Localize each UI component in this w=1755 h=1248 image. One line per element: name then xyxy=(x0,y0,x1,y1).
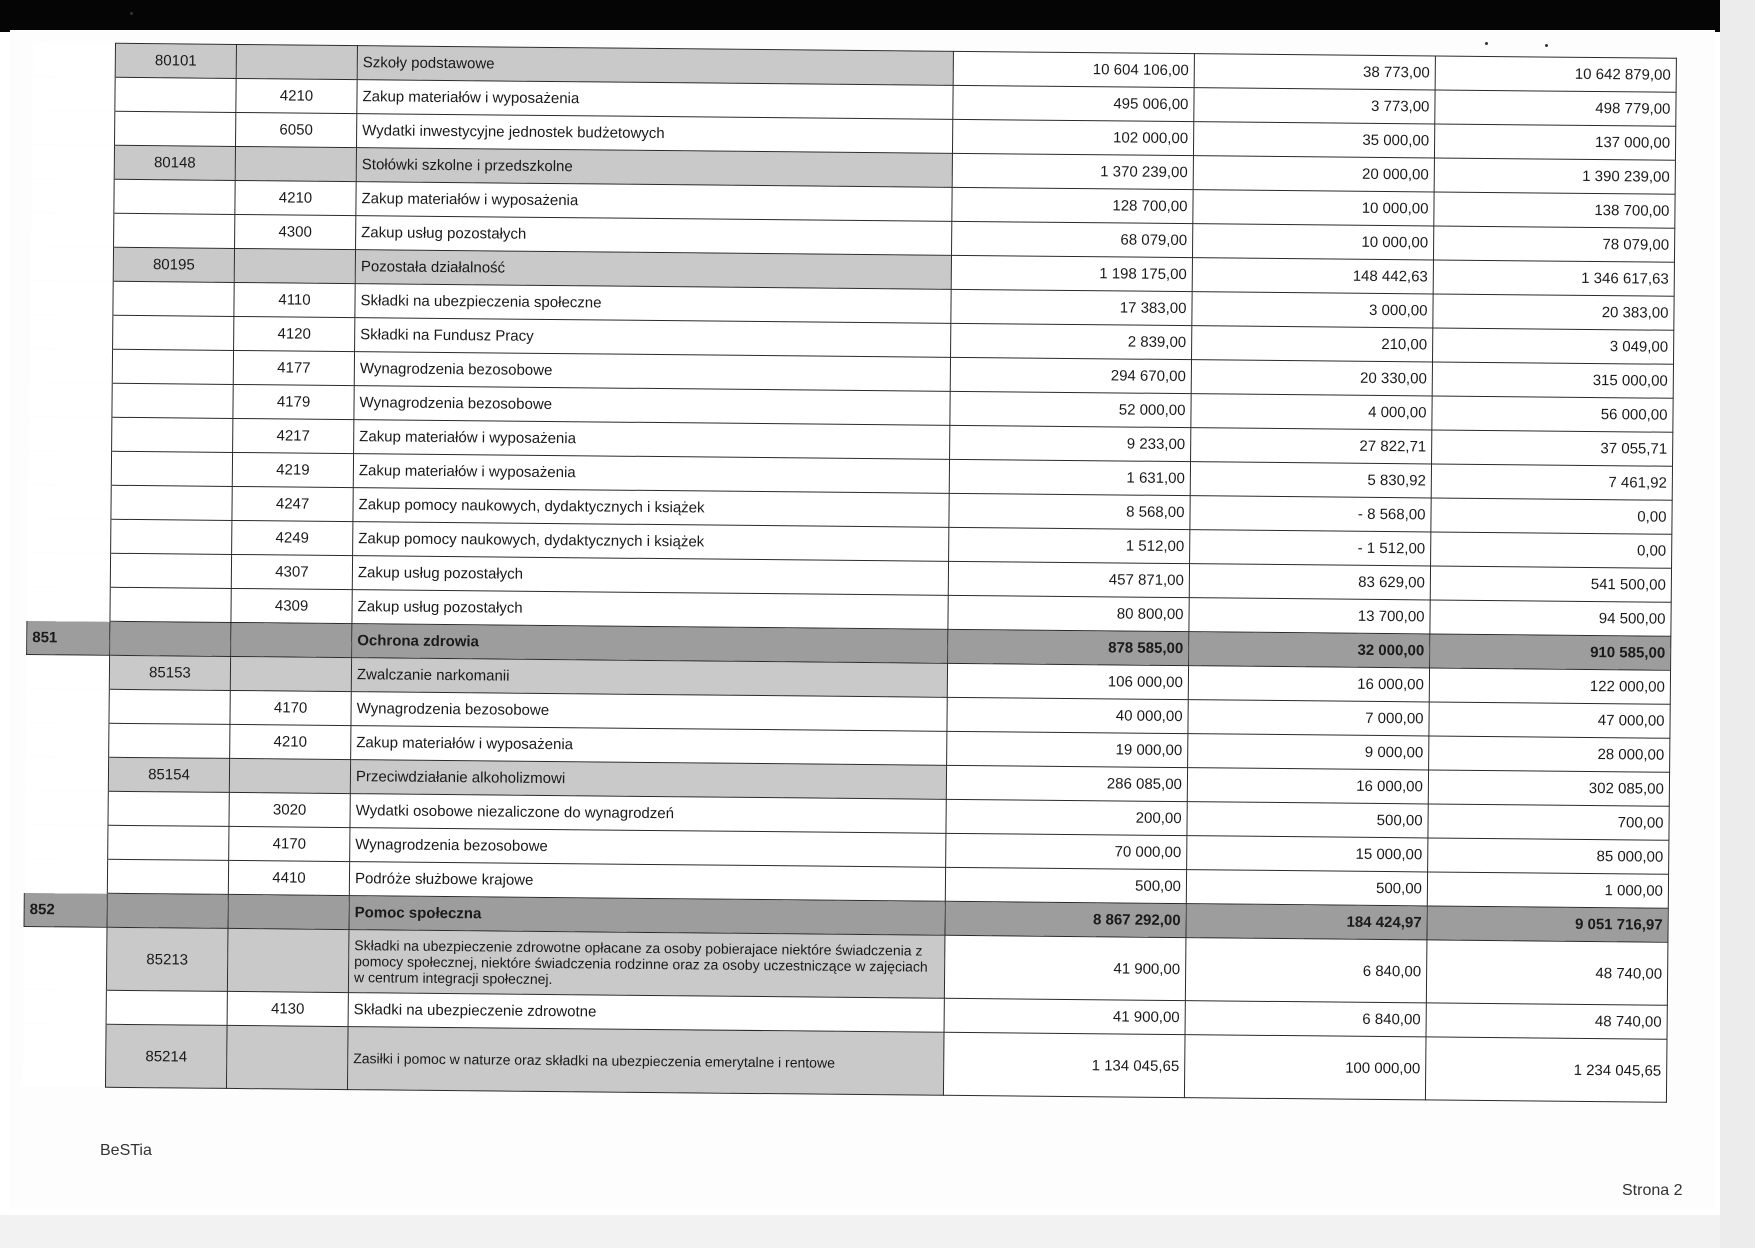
page-number: Strona 2 xyxy=(1622,1182,1683,1199)
change-amount-cell: 3 000,00 xyxy=(1192,292,1433,328)
plan-amount-cell: 106 000,00 xyxy=(947,663,1188,699)
change-amount-cell: 32 000,00 xyxy=(1189,632,1430,668)
description-cell: Zakup materiałów i wyposażenia xyxy=(354,420,950,460)
after-change-amount-cell: 48 740,00 xyxy=(1426,1003,1667,1039)
after-change-amount-cell: 138 700,00 xyxy=(1434,192,1675,228)
change-amount-cell: 38 773,00 xyxy=(1194,54,1435,90)
description-cell: Stołówki szkolne i przedszkolne xyxy=(356,148,952,188)
rozdzial-cell xyxy=(115,77,236,112)
after-change-amount-cell: 56 000,00 xyxy=(1432,396,1673,432)
rozdzial-cell xyxy=(112,417,233,452)
description-cell: Wydatki osobowe niezaliczone do wynagrodzeń xyxy=(350,794,946,834)
plan-amount-cell: 102 000,00 xyxy=(952,119,1193,155)
rozdzial-cell xyxy=(114,179,235,214)
paragraf-cell xyxy=(231,622,352,657)
rozdzial-cell xyxy=(113,315,234,350)
after-change-amount-cell: 498 779,00 xyxy=(1435,90,1676,126)
paragraf-cell: 4170 xyxy=(229,826,350,861)
description-cell: Zakup materiałów i wyposażenia xyxy=(356,182,952,222)
plan-amount-cell: 200,00 xyxy=(946,799,1187,835)
plan-amount-cell: 2 839,00 xyxy=(951,323,1192,359)
paragraf-cell: 4179 xyxy=(233,384,354,419)
after-change-amount-cell: 1 346 617,63 xyxy=(1433,260,1674,296)
change-amount-cell: 7 000,00 xyxy=(1188,700,1429,736)
change-amount-cell: 35 000,00 xyxy=(1193,122,1434,158)
change-amount-cell: 3 773,00 xyxy=(1194,88,1435,124)
after-change-amount-cell: 302 085,00 xyxy=(1428,770,1669,806)
plan-amount-cell: 52 000,00 xyxy=(950,391,1191,427)
description-cell: Wynagrodzenia bezosobowe xyxy=(354,386,950,426)
change-amount-cell: - 8 568,00 xyxy=(1190,496,1431,532)
description-cell: Zasiłki i pomoc w naturze oraz składki na ubezpieczenia emerytalne i rentowe xyxy=(347,1027,944,1096)
plan-amount-cell: 8 867 292,00 xyxy=(945,901,1186,937)
dzial-cell xyxy=(28,518,111,553)
description-cell: Zakup pomocy naukowych, dydaktycznych i książek xyxy=(353,488,949,528)
dzial-cell xyxy=(32,43,115,78)
dzial-cell xyxy=(31,212,114,247)
dzial-cell xyxy=(22,1023,106,1087)
plan-amount-cell: 1 134 045,65 xyxy=(943,1032,1185,1097)
rozdzial-cell xyxy=(111,519,232,554)
after-change-amount-cell: 10 642 879,00 xyxy=(1435,56,1676,92)
dzial-cell xyxy=(26,688,109,723)
dzial-cell xyxy=(27,586,110,621)
paragraf-cell: 4249 xyxy=(232,520,353,555)
rozdzial-cell xyxy=(112,383,233,418)
description-cell: Zakup usług pozostałych xyxy=(356,216,952,256)
description-cell: Składki na ubezpieczenie zdrowotne xyxy=(348,993,944,1033)
plan-amount-cell: 19 000,00 xyxy=(947,731,1188,767)
paragraf-cell: 4309 xyxy=(231,588,352,623)
scan-top-border xyxy=(0,0,1720,32)
description-cell: Pozostała działalność xyxy=(355,250,951,290)
after-change-amount-cell: 47 000,00 xyxy=(1429,702,1670,738)
scan-bottom-margin xyxy=(0,1215,1720,1248)
change-amount-cell: 210,00 xyxy=(1192,326,1433,362)
dzial-cell xyxy=(31,145,114,180)
dzial-cell: 852 xyxy=(24,892,107,927)
dzial-cell xyxy=(28,450,111,485)
change-amount-cell: - 1 512,00 xyxy=(1190,530,1431,566)
rozdzial-cell: 85213 xyxy=(106,927,228,991)
dzial-cell xyxy=(23,926,107,990)
plan-amount-cell: 1 631,00 xyxy=(949,459,1190,495)
description-cell: Składki na ubezpieczenie zdrowotne opłacane za osoby pobierajace niektóre świadczenia z pomocy społecznej, niektóre świadczenia rodzinne oraz za osoby uczestniczące w zajęciach w centrum integracji społecznej. xyxy=(348,930,945,999)
paragraf-cell: 4170 xyxy=(230,690,351,725)
after-change-amount-cell: 9 051 716,97 xyxy=(1427,906,1668,942)
change-amount-cell: 4 000,00 xyxy=(1191,394,1432,430)
paragraf-cell xyxy=(236,44,357,79)
paragraf-cell xyxy=(227,928,349,992)
paragraf-cell: 4130 xyxy=(227,991,348,1026)
rozdzial-cell: 80195 xyxy=(113,247,234,282)
change-amount-cell: 16 000,00 xyxy=(1187,768,1428,804)
plan-amount-cell: 9 233,00 xyxy=(950,425,1191,461)
plan-amount-cell: 68 079,00 xyxy=(951,221,1192,257)
rozdzial-cell: 80101 xyxy=(115,43,236,78)
dzial-cell xyxy=(30,246,113,281)
paragraf-cell: 4247 xyxy=(232,486,353,521)
dzial-cell xyxy=(27,552,110,587)
paragraf-cell: 4210 xyxy=(236,78,357,113)
description-cell: Szkoły podstawowe xyxy=(357,46,953,86)
description-cell: Zakup pomocy naukowych, dydaktycznych i książek xyxy=(353,522,949,562)
dzial-cell xyxy=(26,722,109,757)
plan-amount-cell: 286 085,00 xyxy=(946,765,1187,801)
paragraf-cell: 4210 xyxy=(235,180,356,215)
paragraf-cell xyxy=(230,656,351,691)
description-cell: Wynagrodzenia bezosobowe xyxy=(351,692,947,732)
paragraf-cell: 4177 xyxy=(233,350,354,385)
after-change-amount-cell: 20 383,00 xyxy=(1433,294,1674,330)
after-change-amount-cell: 910 585,00 xyxy=(1430,634,1671,670)
change-amount-cell: 15 000,00 xyxy=(1187,836,1428,872)
change-amount-cell: 6 840,00 xyxy=(1185,1001,1426,1037)
description-cell: Zakup usług pozostałych xyxy=(352,590,948,630)
change-amount-cell: 6 840,00 xyxy=(1185,938,1427,1003)
dzial-cell xyxy=(29,348,112,383)
after-change-amount-cell: 3 049,00 xyxy=(1432,328,1673,364)
paragraf-cell xyxy=(228,894,349,929)
description-cell: Wynagrodzenia bezosobowe xyxy=(350,828,946,868)
plan-amount-cell: 878 585,00 xyxy=(948,629,1189,665)
after-change-amount-cell: 48 740,00 xyxy=(1426,940,1668,1005)
rozdzial-cell xyxy=(107,893,228,928)
dzial-cell xyxy=(30,314,113,349)
after-change-amount-cell: 137 000,00 xyxy=(1434,124,1675,160)
dzial-cell: 851 xyxy=(27,620,110,655)
rozdzial-cell xyxy=(111,485,232,520)
rotated-sheet xyxy=(21,42,1737,1178)
rozdzial-cell xyxy=(109,689,230,724)
after-change-amount-cell: 1 390 239,00 xyxy=(1434,158,1675,194)
rozdzial-cell: 85153 xyxy=(109,655,230,690)
plan-amount-cell: 1 198 175,00 xyxy=(951,255,1192,291)
plan-amount-cell: 294 670,00 xyxy=(950,357,1191,393)
plan-amount-cell: 41 900,00 xyxy=(944,998,1185,1034)
after-change-amount-cell: 122 000,00 xyxy=(1429,668,1670,704)
paragraf-cell: 4300 xyxy=(235,214,356,249)
rozdzial-cell: 85214 xyxy=(105,1024,227,1088)
speck xyxy=(1485,42,1488,45)
plan-amount-cell: 1 512,00 xyxy=(949,527,1190,563)
rozdzial-cell xyxy=(110,587,231,622)
dzial-cell xyxy=(24,858,107,893)
rozdzial-cell xyxy=(113,281,234,316)
paragraf-cell: 4307 xyxy=(231,554,352,589)
dzial-cell xyxy=(29,382,112,417)
plan-amount-cell: 40 000,00 xyxy=(947,697,1188,733)
paragraf-cell: 4410 xyxy=(228,860,349,895)
paragraf-cell: 4120 xyxy=(234,316,355,351)
rozdzial-cell xyxy=(107,859,228,894)
paragraf-cell: 4219 xyxy=(232,452,353,487)
paragraf-cell xyxy=(235,146,356,181)
after-change-amount-cell: 700,00 xyxy=(1428,804,1669,840)
dzial-cell xyxy=(25,790,108,825)
description-cell: Ochrona zdrowia xyxy=(352,624,948,664)
dzial-cell xyxy=(29,416,112,451)
dzial-cell xyxy=(30,280,113,315)
description-cell: Zwalczanie narkomanii xyxy=(351,658,947,698)
change-amount-cell: 16 000,00 xyxy=(1188,666,1429,702)
change-amount-cell: 500,00 xyxy=(1186,870,1427,906)
after-change-amount-cell: 7 461,92 xyxy=(1431,464,1672,500)
rozdzial-cell xyxy=(108,825,229,860)
plan-amount-cell: 1 370 239,00 xyxy=(952,153,1193,189)
rozdzial-cell xyxy=(106,990,227,1025)
paragraf-cell xyxy=(234,248,355,283)
plan-amount-cell: 8 568,00 xyxy=(949,493,1190,529)
dzial-cell xyxy=(26,654,109,689)
change-amount-cell: 184 424,97 xyxy=(1186,904,1427,940)
change-amount-cell: 27 822,71 xyxy=(1191,428,1432,464)
plan-amount-cell: 500,00 xyxy=(945,867,1186,903)
rozdzial-cell xyxy=(114,213,235,248)
after-change-amount-cell: 0,00 xyxy=(1431,498,1672,534)
dzial-cell xyxy=(32,111,115,146)
change-amount-cell: 13 700,00 xyxy=(1189,598,1430,634)
plan-amount-cell: 457 871,00 xyxy=(948,561,1189,597)
plan-amount-cell: 70 000,00 xyxy=(946,833,1187,869)
dzial-cell xyxy=(31,178,114,213)
plan-amount-cell: 128 700,00 xyxy=(952,187,1193,223)
description-cell: Zakup materiałów i wyposażenia xyxy=(357,80,953,120)
change-amount-cell: 148 442,63 xyxy=(1192,258,1433,294)
speck xyxy=(1545,44,1548,47)
rozdzial-cell xyxy=(108,791,229,826)
after-change-amount-cell: 94 500,00 xyxy=(1430,600,1671,636)
rozdzial-cell xyxy=(110,621,231,656)
description-cell: Przeciwdziałanie alkoholizmowi xyxy=(350,760,946,800)
change-amount-cell: 83 629,00 xyxy=(1189,564,1430,600)
change-amount-cell: 20 330,00 xyxy=(1191,360,1432,396)
budget-table-body xyxy=(22,43,1676,1103)
dzial-cell xyxy=(23,989,106,1024)
change-amount-cell: 10 000,00 xyxy=(1192,224,1433,260)
speck xyxy=(130,12,133,15)
rozdzial-cell xyxy=(112,349,233,384)
change-amount-cell: 10 000,00 xyxy=(1193,190,1434,226)
after-change-amount-cell: 28 000,00 xyxy=(1429,736,1670,772)
description-cell: Wydatki inwestycyjne jednostek budżetowych xyxy=(357,114,953,154)
software-label: BeSTia xyxy=(100,1142,152,1159)
change-amount-cell: 500,00 xyxy=(1187,802,1428,838)
description-cell: Podróże służbowe krajowe xyxy=(349,862,945,902)
paragraf-cell xyxy=(229,758,350,793)
document-page xyxy=(10,30,1715,1210)
after-change-amount-cell: 37 055,71 xyxy=(1432,430,1673,466)
plan-amount-cell: 17 383,00 xyxy=(951,289,1192,325)
plan-amount-cell: 10 604 106,00 xyxy=(953,51,1194,87)
rozdzial-cell xyxy=(110,553,231,588)
description-cell: Zakup usług pozostałych xyxy=(352,556,948,596)
dzial-cell xyxy=(25,756,108,791)
after-change-amount-cell: 315 000,00 xyxy=(1432,362,1673,398)
after-change-amount-cell: 1 234 045,65 xyxy=(1425,1037,1667,1102)
change-amount-cell: 9 000,00 xyxy=(1188,734,1429,770)
rozdzial-cell: 80148 xyxy=(114,145,235,180)
paragraf-cell: 4217 xyxy=(233,418,354,453)
rozdzial-cell xyxy=(111,451,232,486)
after-change-amount-cell: 1 000,00 xyxy=(1427,872,1668,908)
dzial-cell xyxy=(25,824,108,859)
dzial-cell xyxy=(32,77,115,112)
paragraf-cell: 4110 xyxy=(234,282,355,317)
after-change-amount-cell: 541 500,00 xyxy=(1430,566,1671,602)
rozdzial-cell: 85154 xyxy=(108,757,229,792)
after-change-amount-cell: 85 000,00 xyxy=(1428,838,1669,874)
plan-amount-cell: 41 900,00 xyxy=(944,935,1186,1000)
change-amount-cell: 100 000,00 xyxy=(1184,1035,1426,1100)
paragraf-cell: 3020 xyxy=(229,792,350,827)
paragraf-cell: 4210 xyxy=(230,724,351,759)
after-change-amount-cell: 0,00 xyxy=(1431,532,1672,568)
paragraf-cell xyxy=(226,1025,348,1089)
change-amount-cell: 20 000,00 xyxy=(1193,156,1434,192)
rozdzial-cell xyxy=(115,111,236,146)
dzial-cell xyxy=(28,484,111,519)
rozdzial-cell xyxy=(109,723,230,758)
description-cell: Składki na ubezpieczenia społeczne xyxy=(355,284,951,324)
description-cell: Zakup materiałów i wyposażenia xyxy=(351,726,947,766)
description-cell: Składki na Fundusz Pracy xyxy=(355,318,951,358)
plan-amount-cell: 80 800,00 xyxy=(948,595,1189,631)
change-amount-cell: 5 830,92 xyxy=(1190,462,1431,498)
budget-table xyxy=(22,42,1677,1103)
paragraf-cell: 6050 xyxy=(236,112,357,147)
plan-amount-cell: 495 006,00 xyxy=(953,85,1194,121)
description-cell: Wynagrodzenia bezosobowe xyxy=(354,352,950,392)
after-change-amount-cell: 78 079,00 xyxy=(1433,226,1674,262)
description-cell: Zakup materiałów i wyposażenia xyxy=(353,454,949,494)
description-cell: Pomoc społeczna xyxy=(349,896,945,936)
